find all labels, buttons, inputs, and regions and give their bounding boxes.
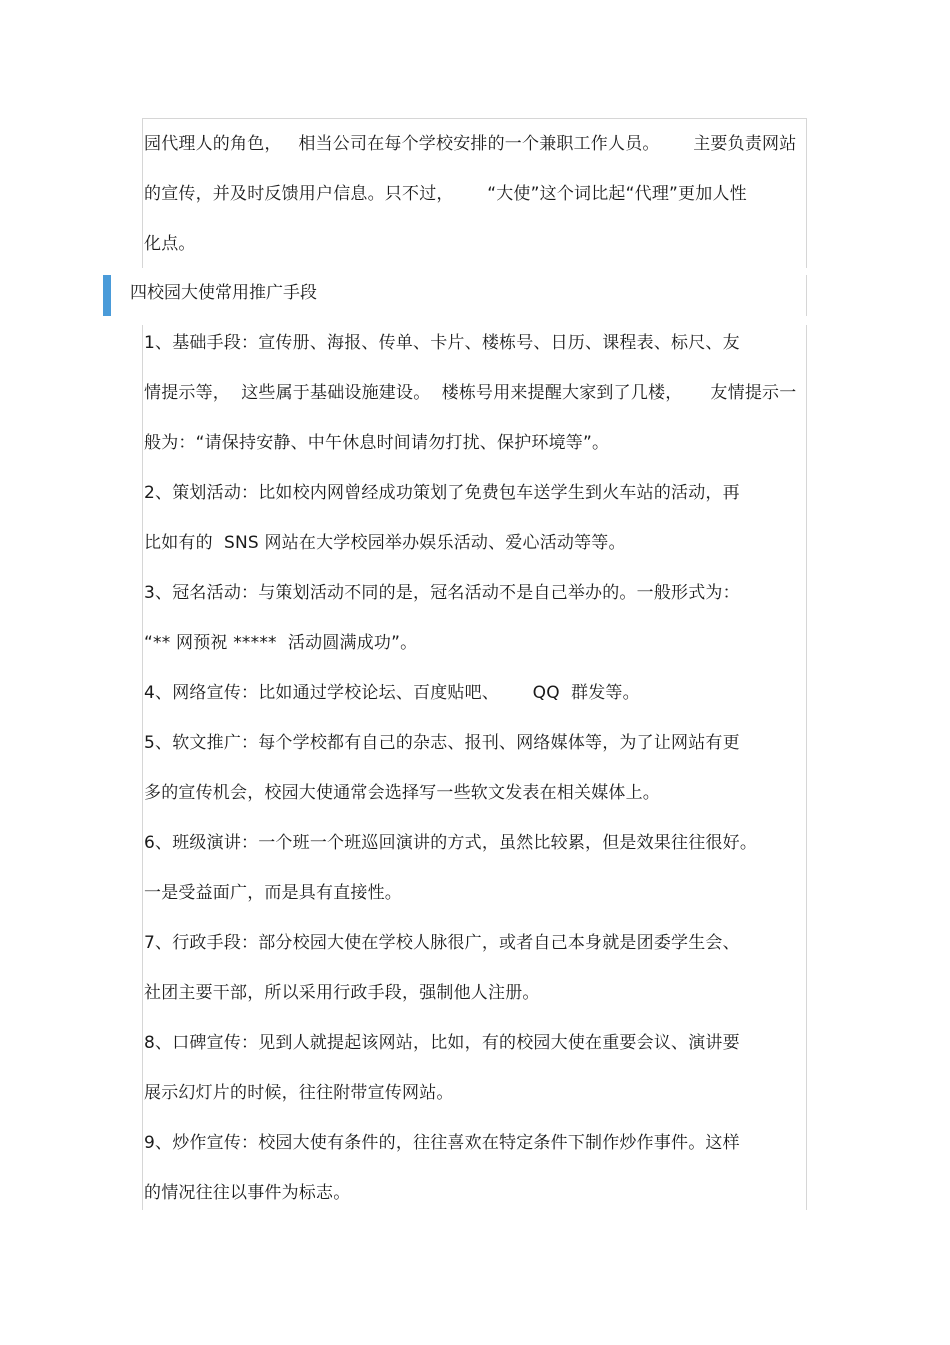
list-item-line: 的情况往往以事件为标志。 <box>144 1183 351 1203</box>
list-item-line: 5、软文推广：每个学校都有自己的杂志、报刊、网络媒体等，为了让网站有更 <box>144 733 740 753</box>
list-item-line: 3、冠名活动：与策划活动不同的是，冠名活动不是自己举办的。一般形式为： <box>144 583 740 603</box>
heading-marker <box>103 275 111 316</box>
list-item-line: 情提示等， 这些属于基础设施建设。 楼栋号用来提醒大家到了几楼， 友情提示一 <box>144 383 797 403</box>
list-item-line: 社团主要干部，所以采用行政手段，强制他人注册。 <box>144 983 540 1003</box>
right-border-heading <box>806 275 807 316</box>
text-line: 园代理人的角色， 相当公司在每个学校安排的一个兼职工作人员。 主要负责网站 <box>144 134 797 154</box>
list-item-line: “** 网预祝 ***** 活动圆满成功”。 <box>144 633 418 653</box>
list-item-line: 1、基础手段：宣传册、海报、传单、卡片、楼栋号、日历、课程表、标尺、友 <box>144 333 740 353</box>
left-border <box>142 118 143 268</box>
list-item-line: 般为：“请保持安静、中午休息时间请勿打扰、保护环境等”。 <box>144 433 610 453</box>
right-border <box>806 118 807 268</box>
right-border-list <box>806 325 807 1210</box>
left-border-list <box>142 325 143 1210</box>
list-item-line: 7、行政手段：部分校园大使在学校人脉很广，或者自己本身就是团委学生会、 <box>144 933 740 953</box>
text-line: 的宣传，并及时反馈用户信息。只不过， “大使”这个词比起“代理”更加人性 <box>144 184 747 204</box>
text-line: 化点。 <box>144 234 196 254</box>
top-border <box>142 118 807 119</box>
list-item-line: 一是受益面广，而是具有直接性。 <box>144 883 402 903</box>
list-item-line: 多的宣传机会，校园大使通常会选择写一些软文发表在相关媒体上。 <box>144 783 660 803</box>
list-item-line: 2、策划活动：比如校内网曾经成功策划了免费包车送学生到火车站的活动，再 <box>144 483 740 503</box>
list-item-line: 6、班级演讲：一个班一个班巡回演讲的方式，虽然比较累，但是效果往往很好。 <box>144 833 758 853</box>
list-item-line: 8、口碑宣传：见到人就提起该网站，比如，有的校园大使在重要会议、演讲要 <box>144 1033 740 1053</box>
list-item-line: 展示幻灯片的时候，往往附带宣传网站。 <box>144 1083 454 1103</box>
section-heading: 四校园大使常用推广手段 <box>130 283 317 303</box>
list-item-line: 4、网络宣传：比如通过学校论坛、百度贴吧、 QQ 群发等。 <box>144 683 640 703</box>
list-item-line: 比如有的 SNS 网站在大学校园举办娱乐活动、爱心活动等等。 <box>144 533 626 553</box>
list-item-line: 9、炒作宣传：校园大使有条件的，往往喜欢在特定条件下制作炒作事件。这样 <box>144 1133 740 1153</box>
